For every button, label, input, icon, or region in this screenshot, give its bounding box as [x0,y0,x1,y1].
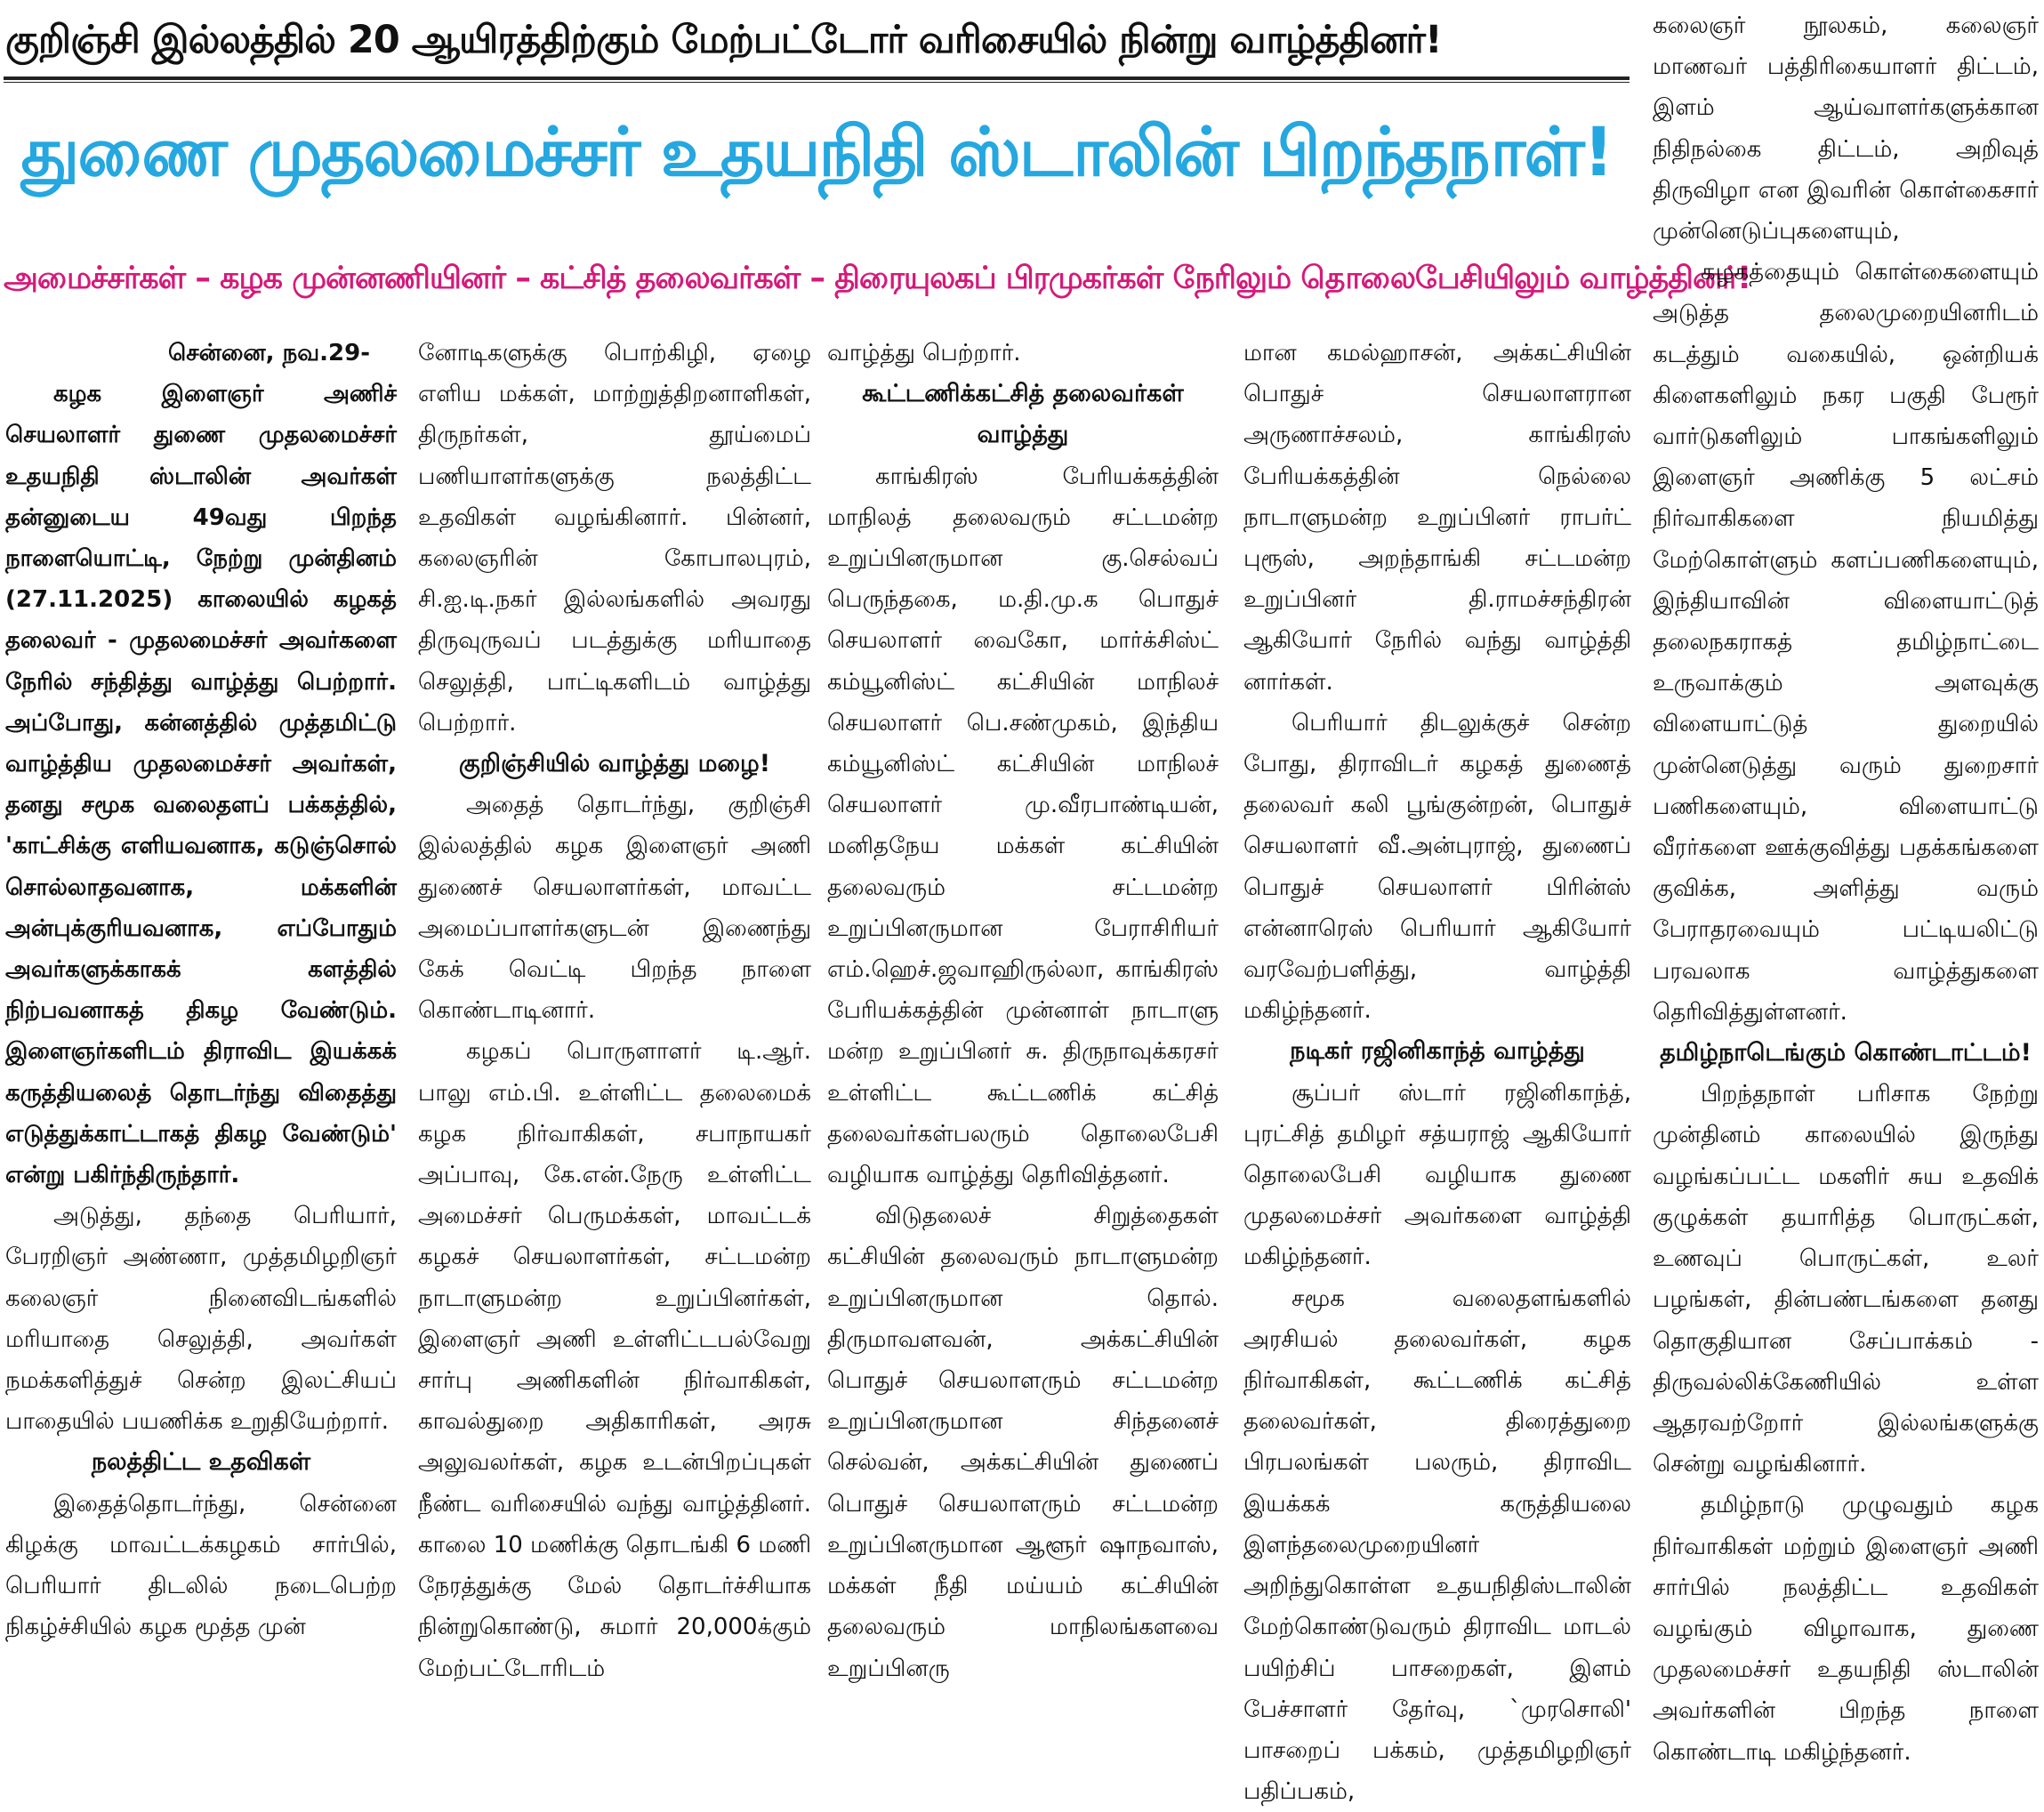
section-heading: நலத்திட்ட உதவிகள் [91,1448,311,1477]
paragraph: பிறந்தநாள் பரிசாக நேற்று முன்தினம் காலையில் இருந்து வழங்கப்பட்ட மகளிர் சுய உதவிக் குழுக்கள் தயாரித்த பொருட்கள், உணவுப் பொருட்கள், உலர் பழங்கள், தின்பண்டங்களை தனது தொகுதியான சேப்பாக்கம் - திருவல்லிக்கேணியில் உள்ள ஆதரவற்றோர் இல்லங்களுக்கு சென்று வழங்கினார். [1653,1081,2039,1478]
paragraph: னோடிகளுக்கு பொற்கிழி, ஏழை எளிய மக்கள், மாற்றுத்திறனாளிகள், திருநர்கள், தூய்மைப் பணியாளர்களுக்கு நலத்திட்ட உதவிகள் வழங்கினார். பின்னர், கலைஞரின் கோபாலபுரம், சி.ஐ.டி.நகர் இல்லங்களில் அவரது திருவுருவப் படத்துக்கு மரியாதை செலுத்தி, பாட்டிகளிடம் வாழ்த்து பெற்றார். [418,340,811,737]
paragraph: அடுத்து, தந்தை பெரியார், பேரறிஞர் அண்ணா, முத்தமிழறிஞர் கலைஞர் நினைவிடங்களில் மரியாதை செலுத்தி, அவர்கள் நமக்களித்துச் சென்ற இலட்சியப் பாதையில் பயணிக்க உறுதியேற்றார். [5,1203,397,1436]
top-line-headline: குறிஞ்சி இல்லத்தில் 20 ஆயிரத்திற்கும் மேற்பட்டோர் வரிசையில் நின்று வாழ்த்தினர்! [5,18,1442,62]
paragraph: சூப்பர் ஸ்டார் ரஜினிகாந்த், புரட்சித் தமிழர் சத்யராஜ் ஆகியோர் தொலைபேசி வழியாக துணை முதலமைச்சர் அவர்களை வாழ்த்தி மகிழ்ந்தனர். [1243,1079,1631,1271]
paragraph: கழகப் பொருளாளர் டி.ஆர். பாலு எம்.பி. உள்ளிட்ட தலைமைக் கழக நிர்வாகிகள், சபாநாயகர் அப்பாவு, கே.என்.நேரு உள்ளிட்ட அமைச்சர் பெருமக்கள், மாவட்டக் கழகச் செயலாளர்கள், சட்டமன்ற நாடாளுமன்ற உறுப்பினர்கள், இளைஞர் அணி உள்ளிட்டபல்வேறு சார்பு அணிகளின் நிர்வாகிகள், காவல்துறை அதிகாரிகள், அரசு அலுவலர்கள், கழக உடன்பிறப்புகள் நீண்ட வரிசையில் வந்து வாழ்த்தினர். காலை 10 மணிக்கு தொடங்கி 6 மணி நேரத்துக்கு மேல் தொடர்ச்சியாக நின்றுகொண்டு, சுமார் 20,000க்கும் மேற்பட்டோரிடம் [418,1038,811,1682]
article-column-4 [1243,333,1631,1806]
lead-paragraph: கழக இளைஞர் அணிச் செயலாளர் துணை முதலமைச்சர் உதயநிதி ஸ்டாலின் அவர்கள் தன்னுடைய 49வது பிறந்த நாளையொட்டி, நேற்று முன்தினம் (27.11.2025) காலையில் கழகத் தலைவர் - முதலமைச்சர் அவர்களை நேரில் சந்தித்து வாழ்த்து பெற்றார். அப்போது, கன்னத்தில் முத்தமிட்டு வாழ்த்திய முதலமைச்சர் அவர்கள், தனது சமூக வலைதளப் பக்கத்தில், 'காட்சிக்கு எளியவனாக, கடுஞ்சொல் சொல்லாதவனாக, மக்களின் அன்புக்குரியவனாக, எப்போதும் அவர்களுக்காகக் களத்தில் நிற்பவனாகத் திகழ வேண்டும். இளைஞர்களிடம் திராவிட இயக்கக் கருத்தியலைத் தொடர்ந்து விதைத்து எடுத்துக்காட்டாகத் திகழ வேண்டும்' என்று பகிர்ந்திருந்தார். [5,381,397,1189]
article-column-3 [827,333,1219,1682]
paragraph: தமிழ்நாடு முழுவதும் கழக நிர்வாகிகள் மற்றும் இளைஞர் அணி சார்பில் நலத்திட்ட உதவிகள் வழங்கும் விழாவாக, துணை முதலமைச்சர் உதயநிதி ஸ்டாலின் அவர்களின் பிறந்த நாளை கொண்டாடி மகிழ்ந்தனர். [1653,1492,2039,1766]
section-heading: கூட்டணிக்கட்சித் தலைவர்கள் வாழ்த்து [862,380,1184,449]
paragraph: மான கமல்ஹாசன், அக்கட்சியின் பொதுச் செயலாளரான அருணாச்சலம், காங்கிரஸ் பேரியக்கத்தின் நெல்லை நாடாளுமன்ற உறுப்பினர் ராபர்ட் புரூஸ், அறந்தாங்கி சட்டமன்ற உறுப்பினர் தி.ராமச்சந்திரன் ஆகியோர் நேரில் வந்து வாழ்த்தி னார்கள். [1243,340,1631,696]
paragraph: சமூக வலைதளங்களில் அரசியல் தலைவர்கள், கழக நிர்வாகிகள், கூட்டணிக் கட்சித் தலைவர்கள், திரைத்துறை பிரபலங்கள் பலரும், திராவிட இயக்கக் கருத்தியலை இளந்தலைமுறையினர் அறிந்துகொள்ள உதயநிதிஸ்டாலின் மேற்கொண்டுவரும் திராவிட மாடல் பயிற்சிப் பாசறைகள், இளம் பேச்சாளர் தேர்வு, `முரசொலி' பாசறைப் பக்கம், முத்தமிழறிஞர் பதிப்பகம், [1243,1285,1631,1806]
paragraph: காங்கிரஸ் பேரியக்கத்தின் மாநிலத் தலைவரும் சட்டமன்ற உறுப்பினருமான கு.செல்வப் பெருந்தகை, ம.தி.மு.க பொதுச் செயலாளர் வைகோ, மார்க்சிஸ்ட் கம்யூனிஸ்ட் கட்சியின் மாநிலச் செயலாளர் பெ.சண்முகம், இந்திய கம்யூனிஸ்ட் கட்சியின் மாநிலச் செயலாளர் மு.வீரபாண்டியன், மனிதநேய மக்கள் கட்சியின் தலைவரும் சட்டமன்ற உறுப்பினருமான பேராசிரியர் எம்.ஹெச்.ஜவாஹிருல்லா, காங்கிரஸ் பேரியக்கத்தின் முன்னாள் நாடாளு மன்ற உறுப்பினர் சு. திருநாவுக்கரசர் உள்ளிட்ட கூட்டணிக் கட்சித் தலைவர்கள்பலரும் தொலைபேசி வழியாக வாழ்த்து தெரிவித்தனர். [827,463,1219,1189]
top-rule [4,77,1630,80]
article-column-1 [5,333,397,1641]
paragraph: இதைத்தொடர்ந்து, சென்னை கிழக்கு மாவட்டக்கழகம் சார்பில், பெரியார் திடலில் நடைபெற்ற நிகழ்ச்சியில் கழக மூத்த முன் [5,1490,397,1641]
subheadline: அமைச்சர்கள் – கழக முன்னணியினர் – கட்சித் தலைவர்கள் – திரையுலகப் பிரமுகர்கள் நேரிலும் தொலைபேசியிலும் வாழ்த்தினர்! [4,261,1751,296]
paragraph: அதைத் தொடர்ந்து, குறிஞ்சி இல்லத்தில் கழக இளைஞர் அணி துணைச் செயலாளர்கள், மாவட்ட அமைப்பாளர்களுடன் இணைந்து கேக் வெட்டி பிறந்த நாளை கொண்டாடினார். [418,792,811,1025]
dateline: சென்னை, நவ.29- [167,340,370,366]
main-headline: துணை முதலமைச்சர் உதயநிதி ஸ்டாலின் பிறந்தநாள்! [20,112,1613,191]
paragraph: பெரியார் திடலுக்குச் சென்ற போது, திராவிடர் கழகத் துணைத் தலைவர் கலி பூங்குன்றன், பொதுச் செயலாளர் வீ.அன்புராஜ், துணைப் பொதுச் செயலாளர் பிரின்ஸ் என்னாரெஸ் பெரியார் ஆகியோர் வரவேற்பளித்து, வாழ்த்தி மகிழ்ந்தனர். [1243,709,1631,1025]
paragraph: கலைஞர் நூலகம், கலைஞர் மாணவர் பத்திரிகையாளர் திட்டம், இளம் ஆய்வாளர்களுக்கான நிதிநல்கை திட்டம், அறிவுத் திருவிழா என இவரின் கொள்கைசார் முன்னெடுப்புகளையும், [1653,12,2039,246]
section-heading: தமிழ்நாடெங்கும் கொண்டாட்டம்! [1660,1039,2032,1067]
section-heading: நடிகர் ரஜினிகாந்த் வாழ்த்து [1290,1037,1585,1066]
paragraph: கழகத்தையும் கொள்கைளையும் அடுத்த தலைமுறையினரிடம் கடத்தும் வகையில், ஒன்றியக் கிளைகளிலும் நகர பகுதி பேரூர் வார்டுகளிலும் பாகங்களிலும் இளைஞர் அணிக்கு 5 லட்சம் நிர்வாகிகளை நியமித்து மேற்கொள்ளும் களப்பணிகளையும், இந்தியாவின் விளையாட்டுத் தலைநகராகத் தமிழ்நாட்டை உருவாக்கும் அளவுக்கு விளையாட்டுத் துறையில் முன்னெடுத்து வரும் துறைசார் பணிகளையும், விளையாட்டு வீரர்களை ஊக்குவித்து பதக்கங்களை குவிக்க, அளித்து வரும் பேராதரவையும் பட்டியலிட்டு பரவலாக வாழ்த்துகளை தெரிவித்துள்ளனர். [1653,259,2039,1026]
top-rule-thin [4,82,1630,83]
section-heading: குறிஞ்சியில் வாழ்த்து மழை! [458,750,771,778]
article-column-5 [1653,5,2039,1766]
paragraph: விடுதலைச் சிறுத்தைகள் கட்சியின் தலைவரும் நாடாளுமன்ற உறுப்பினருமான தொல். திருமாவளவன், அக்கட்சியின் பொதுச் செயலாளரும் சட்டமன்ற உறுப்பினருமான சிந்தனைச் செல்வன், அக்கட்சியின் துணைப் பொதுச் செயலாளரும் சட்டமன்ற உறுப்பினருமான ஆளூர் ஷாநவாஸ், மக்கள் நீதி மய்யம் கட்சியின் தலைவரும் மாநிலங்களவை உறுப்பினரு [827,1203,1219,1682]
paragraph: வாழ்த்து பெற்றார். [827,340,1021,366]
article-column-2 [418,333,811,1682]
